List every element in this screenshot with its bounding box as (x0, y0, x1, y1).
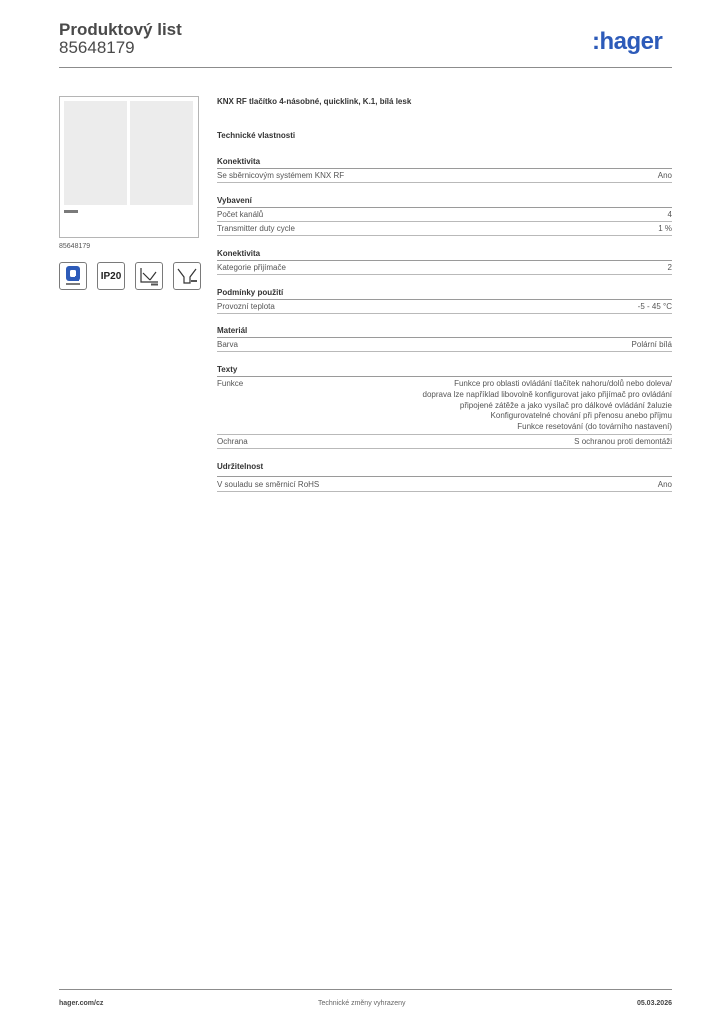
flush-mount-symbol-icon (173, 262, 201, 290)
spec-label: Ochrana (217, 437, 248, 446)
mounting-symbol-icon (135, 262, 163, 290)
function-line: připojené zátěže a jako vysílač pro dálkové ovládání žaluzie (459, 400, 672, 410)
function-line: doprava lze například libovolně konfigurovat jako přijímač pro ovládání (422, 389, 672, 399)
group-title: Konektivita (217, 249, 261, 258)
ip20-label: IP20 (100, 271, 122, 282)
product-name: KNX RF tlačítko 4-násobné, quicklink, K.1, bílá lesk (217, 97, 412, 106)
switch-rocker-left (64, 101, 127, 205)
row-divider (217, 274, 672, 275)
spec-value: -5 - 45 °C (637, 302, 672, 311)
spec-value: Ano (657, 171, 672, 180)
row-divider (217, 448, 672, 449)
group-divider (217, 476, 672, 477)
spec-value: Polární bílá (631, 340, 672, 349)
spec-label: Barva (217, 340, 238, 349)
spec-value: 2 (667, 263, 672, 272)
footer-website: hager.com/cz (59, 1000, 104, 1007)
spec-label: Kategorie přijímače (217, 263, 286, 272)
spec-label: V souladu se směrnicí RoHS (217, 480, 320, 489)
group-title: Udržitelnost (217, 462, 264, 471)
group-divider (217, 376, 672, 377)
footer-disclaimer: Technické změny vyhrazeny (318, 1000, 406, 1007)
group-divider (217, 207, 672, 208)
product-code: 85648179 (59, 243, 91, 250)
brand-mark (64, 210, 78, 213)
spec-value: S ochranou proti demontáži (574, 437, 672, 446)
group-divider (217, 299, 672, 300)
spec-label: Se sběrnicovým systémem KNX RF (217, 171, 345, 180)
row-divider (217, 235, 672, 236)
row-divider (217, 434, 672, 435)
spec-label: Počet kanálů (217, 210, 264, 219)
row-divider (217, 491, 672, 492)
spec-label: Transmitter duty cycle (217, 224, 295, 233)
group-title: Texty (217, 365, 238, 374)
group-divider (217, 168, 672, 169)
spec-label: Funkce (217, 379, 244, 388)
group-title: Konektivita (217, 157, 261, 166)
product-image (59, 96, 199, 238)
group-title: Vybavení (217, 196, 252, 205)
header-divider (59, 67, 672, 68)
group-divider (217, 260, 672, 261)
ip20-badge-icon (97, 262, 125, 290)
row-divider (217, 182, 672, 183)
spec-value: Ano (657, 480, 672, 489)
technical-properties-heading: Technické vlastnosti (217, 131, 296, 140)
function-line: Funkce resetování (do továrního nastavení) (517, 422, 672, 432)
quality-badge-icon (59, 262, 87, 290)
page-title: Produktový list (59, 20, 182, 39)
logo-text: :hager (592, 28, 663, 55)
switch-rocker-right (130, 101, 193, 205)
group-divider (217, 337, 672, 338)
row-divider (217, 221, 672, 222)
row-divider (217, 351, 672, 352)
spec-label: Provozní teplota (217, 302, 275, 311)
row-divider (217, 313, 672, 314)
spec-value: 1 % (658, 224, 672, 233)
spec-value: 4 (667, 210, 672, 219)
product-number: 85648179 (59, 38, 135, 57)
spec-row (217, 379, 672, 435)
hager-logo (592, 26, 674, 56)
function-description (342, 379, 672, 433)
function-line: Konfigurovatelné chování při přenosu anebo příjmu (490, 411, 672, 421)
group-title: Materiál (217, 326, 248, 335)
footer-divider (59, 989, 672, 990)
group-title: Podmínky použití (217, 288, 284, 297)
footer-date: 05.03.2026 (636, 1000, 672, 1007)
function-line: Funkce pro oblasti ovládání tlačítek nahoru/dolů nebo doleva/ (454, 379, 672, 388)
